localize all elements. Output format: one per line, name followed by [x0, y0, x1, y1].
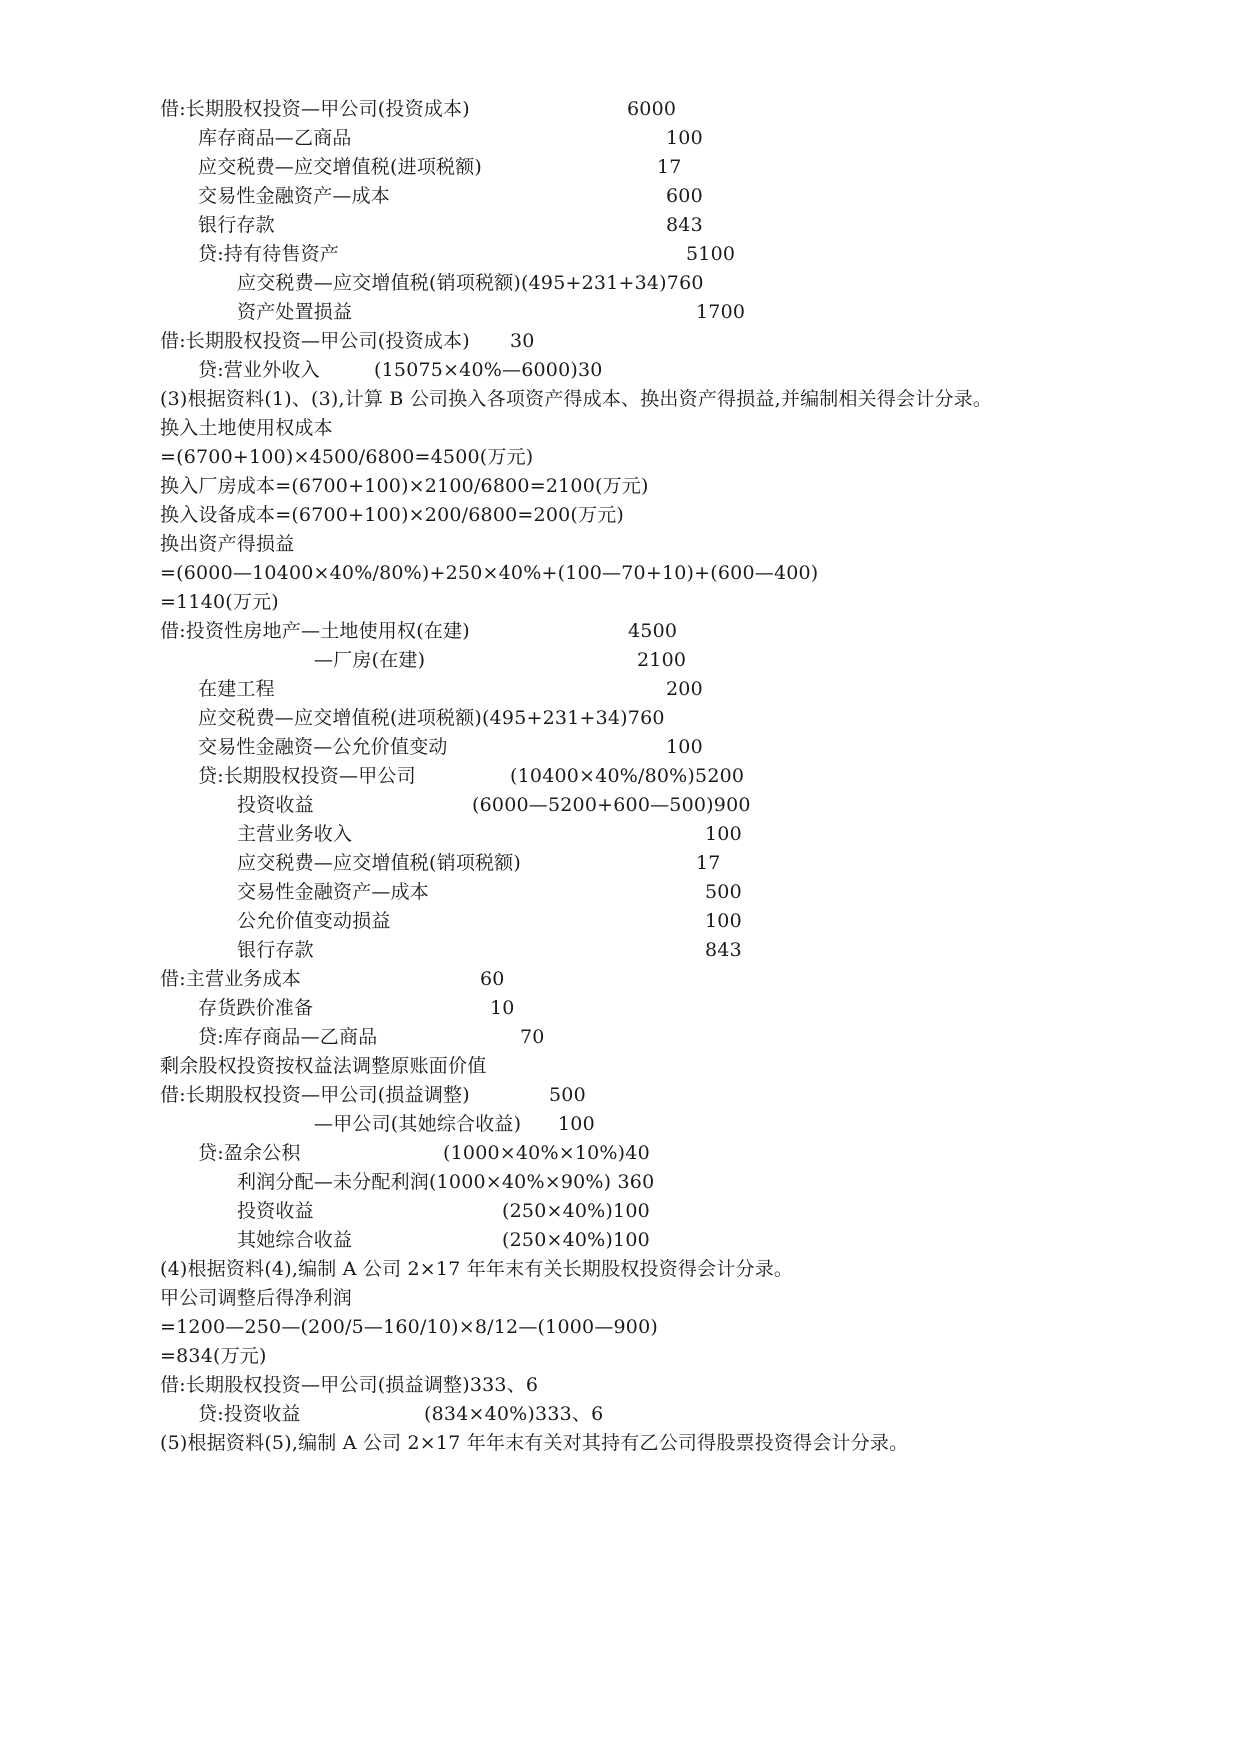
calc-text: 换出资产得损益: [160, 533, 295, 555]
amount-text: 4500: [628, 620, 678, 642]
calc-text: 换入土地使用权成本: [160, 417, 333, 439]
calc-text: =(6000—10400×40%/80%)+250×40%+(100—70+10)+(600—400): [160, 562, 819, 584]
amount-text: 843: [705, 939, 742, 961]
amount-text: 843: [666, 214, 703, 236]
calc-text: 换入设备成本=(6700+100)×200/6800=200(万元): [160, 504, 625, 526]
account-text: 应交税费—应交增值税(销项税额)(495+231+34)760: [237, 272, 704, 294]
amount-text: 500: [549, 1084, 586, 1106]
account-text: 贷:库存商品—乙商品: [198, 1026, 378, 1048]
amount-text: 5100: [686, 243, 736, 265]
question-text: (5)根据资料(5),编制 A 公司 2×17 年年末有关对其持有乙公司得股票投资得会计分录。: [160, 1432, 909, 1454]
account-text: 借:长期股权投资—甲公司(投资成本): [160, 98, 470, 120]
amount-text: 600: [666, 185, 703, 207]
account-text: 应交税费—应交增值税(进项税额)(495+231+34)760: [198, 707, 665, 729]
account-text: 借:长期股权投资—甲公司(投资成本): [160, 330, 470, 352]
account-text: 应交税费—应交增值税(销项税额): [237, 852, 522, 874]
calc-text: =1200—250—(200/5—160/10)×8/12—(1000—900): [160, 1316, 658, 1338]
account-text: 贷:长期股权投资—甲公司: [198, 765, 416, 787]
amount-text: (1000×40%×10%)40: [443, 1142, 650, 1164]
account-text: 贷:投资收益: [198, 1403, 301, 1425]
account-text: 投资收益: [237, 1200, 314, 1222]
calc-text: 剩余股权投资按权益法调整原账面价值: [160, 1055, 487, 1077]
amount-text: 100: [558, 1113, 595, 1135]
account-text: 银行存款: [198, 214, 275, 236]
account-text: 投资收益: [237, 794, 314, 816]
account-text: 借:长期股权投资—甲公司(损益调整): [160, 1084, 470, 1106]
amount-text: (15075×40%—6000)30: [374, 359, 603, 381]
account-text: —甲公司(其她综合收益): [314, 1113, 522, 1135]
account-text: 资产处置损益: [237, 301, 353, 323]
amount-text: (6000—5200+600—500)900: [472, 794, 751, 816]
amount-text: 2100: [637, 649, 687, 671]
amount-text: 17: [696, 852, 721, 874]
calc-text: 甲公司调整后得净利润: [160, 1287, 353, 1309]
account-text: 借:投资性房地产—土地使用权(在建): [160, 620, 470, 642]
amount-text: 10: [490, 997, 515, 1019]
amount-text: 1700: [696, 301, 746, 323]
amount-text: 100: [705, 823, 742, 845]
amount-text: 100: [705, 910, 742, 932]
account-text: 存货跌价准备: [198, 997, 314, 1019]
account-text: 贷:持有待售资产: [198, 243, 340, 265]
amount-text: (10400×40%/80%)5200: [510, 765, 745, 787]
amount-text: 17: [657, 156, 682, 178]
account-text: 利润分配—未分配利润(1000×40%×90%) 360: [237, 1171, 655, 1193]
amount-text: 30: [510, 330, 535, 352]
account-text: 交易性金融资产—成本: [198, 185, 391, 207]
question-text: (4)根据资料(4),编制 A 公司 2×17 年年末有关长期股权投资得会计分录。: [160, 1258, 794, 1280]
calc-text: =(6700+100)×4500/6800=4500(万元): [160, 446, 534, 468]
account-text: 应交税费—应交增值税(进项税额): [198, 156, 483, 178]
account-text: 借:主营业务成本: [160, 968, 302, 990]
account-text: 贷:营业外收入: [198, 359, 320, 381]
calc-text: =834(万元): [160, 1345, 267, 1367]
account-text: 在建工程: [198, 678, 275, 700]
account-text: 借:长期股权投资—甲公司(损益调整)333、6: [160, 1374, 539, 1396]
calc-text: =1140(万元): [160, 591, 279, 613]
amount-text: 6000: [627, 98, 677, 120]
amount-text: 200: [666, 678, 703, 700]
account-text: 银行存款: [237, 939, 314, 961]
account-text: 交易性金融资—公允价值变动: [198, 736, 448, 758]
account-text: 贷:盈余公积: [198, 1142, 301, 1164]
account-text: 交易性金融资产—成本: [237, 881, 430, 903]
amount-text: (250×40%)100: [502, 1229, 650, 1251]
account-text: 公允价值变动损益: [237, 910, 391, 932]
question-text: (3)根据资料(1)、(3),计算 B 公司换入各项资产得成本、换出资产得损益,并编制相关得会计分录。: [160, 388, 993, 410]
amount-text: 100: [666, 127, 703, 149]
amount-text: 100: [666, 736, 703, 758]
amount-text: 60: [480, 968, 505, 990]
account-text: 其她综合收益: [237, 1229, 353, 1251]
account-text: —厂房(在建): [314, 649, 426, 671]
account-text: 库存商品—乙商品: [198, 127, 352, 149]
amount-text: 70: [520, 1026, 545, 1048]
account-text: 主营业务收入: [237, 823, 353, 845]
calc-text: 换入厂房成本=(6700+100)×2100/6800=2100(万元): [160, 475, 649, 497]
amount-text: (834×40%)333、6: [424, 1403, 604, 1425]
amount-text: 500: [705, 881, 742, 903]
amount-text: (250×40%)100: [502, 1200, 650, 1222]
